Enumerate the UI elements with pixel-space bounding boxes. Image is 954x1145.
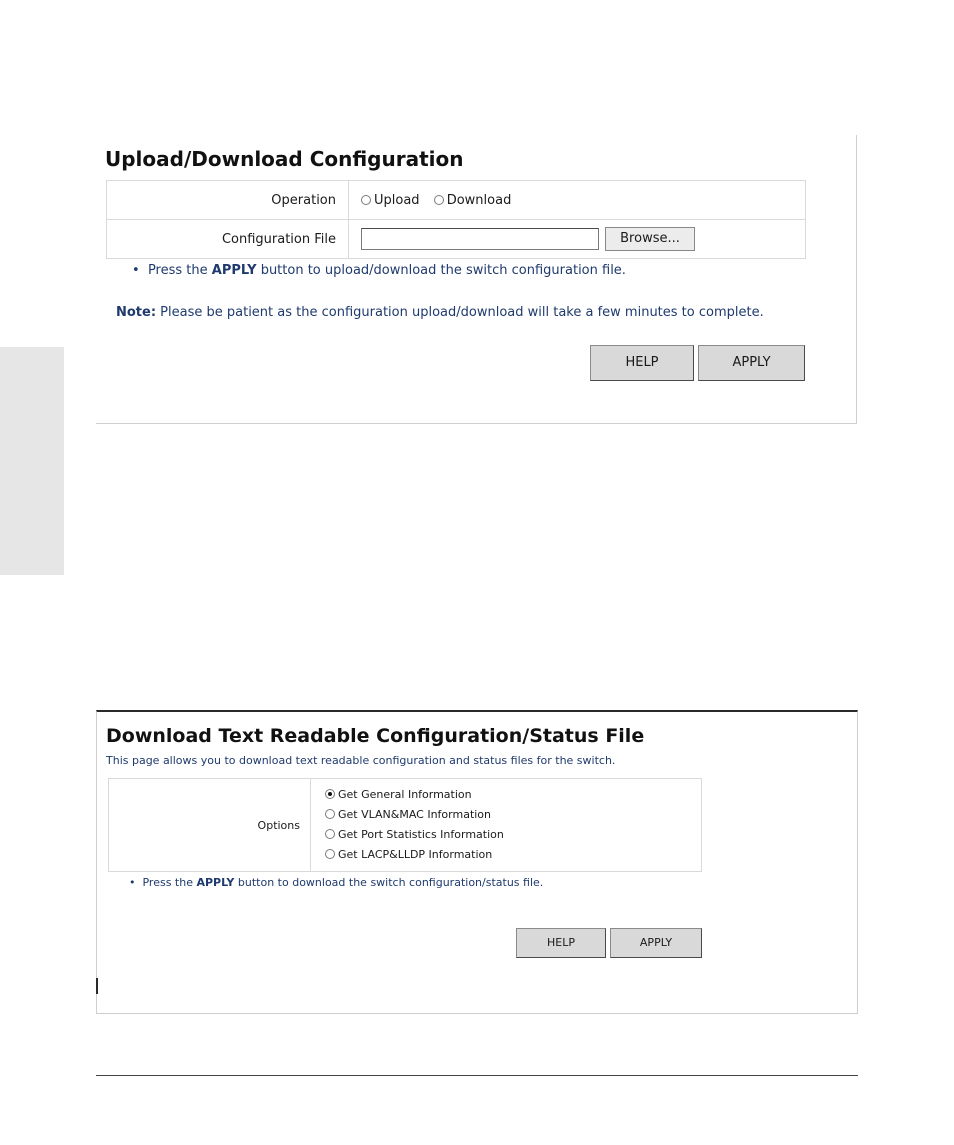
side-tab bbox=[0, 347, 64, 575]
lacp-lldp-radio[interactable] bbox=[325, 849, 335, 859]
options-list bbox=[311, 779, 702, 872]
page-title: Download Text Readable Configuration/Status File bbox=[106, 725, 645, 747]
apply-button[interactable]: APPLY bbox=[698, 345, 805, 381]
operation-label: Operation bbox=[107, 181, 349, 220]
apply-button[interactable]: APPLY bbox=[610, 928, 702, 958]
bullet-prefix: Press the bbox=[142, 876, 197, 889]
upload-radio[interactable] bbox=[361, 195, 371, 205]
options-label: Options bbox=[109, 779, 311, 872]
config-file-row bbox=[107, 220, 806, 259]
config-file-input[interactable] bbox=[361, 228, 599, 250]
download-text-panel bbox=[96, 710, 858, 1014]
download-radio-label: Download bbox=[446, 192, 512, 208]
option-lacp-lldp[interactable] bbox=[325, 845, 701, 865]
option-vlan-mac[interactable] bbox=[325, 805, 701, 825]
edge-mark bbox=[96, 978, 98, 994]
bullet-suffix: button to download the switch configuration/status file. bbox=[234, 876, 544, 889]
config-file-label: Configuration File bbox=[107, 220, 349, 259]
footer-rule bbox=[96, 1075, 858, 1076]
option-port-stats[interactable] bbox=[325, 825, 701, 845]
page-title: Upload/Download Configuration bbox=[105, 147, 464, 171]
option-general-label: Get General Information bbox=[338, 788, 472, 801]
browse-button[interactable]: Browse... bbox=[605, 227, 695, 251]
port-stats-radio[interactable] bbox=[325, 829, 335, 839]
bullet-bold: APPLY bbox=[211, 263, 257, 278]
help-button[interactable]: HELP bbox=[590, 345, 694, 381]
options-row bbox=[109, 779, 702, 872]
bullet-suffix: button to upload/download the switch configuration file. bbox=[256, 263, 626, 278]
bullet-prefix: Press the bbox=[147, 263, 212, 278]
page-description: This page allows you to download text readable configuration and status files for the switch. bbox=[106, 754, 616, 767]
bullet-bold: APPLY bbox=[196, 876, 235, 889]
options-table bbox=[108, 778, 702, 872]
option-lacp-lldp-label: Get LACP&LLDP Information bbox=[338, 848, 493, 861]
note-text: Please be patient as the configuration upload/download will take a few minutes to complete. bbox=[156, 305, 764, 320]
operation-options bbox=[349, 181, 806, 220]
option-general[interactable] bbox=[325, 785, 701, 805]
config-form-table bbox=[106, 180, 806, 259]
option-port-stats-label: Get Port Statistics Information bbox=[338, 828, 504, 841]
help-button[interactable]: HELP bbox=[516, 928, 606, 958]
general-radio[interactable] bbox=[325, 789, 335, 799]
patience-note bbox=[116, 305, 764, 320]
upload-radio-label: Upload bbox=[374, 192, 420, 208]
upload-download-panel bbox=[96, 135, 857, 424]
download-radio[interactable] bbox=[434, 195, 444, 205]
apply-instruction: • Press the APPLY button to download the switch configuration/status file. bbox=[129, 876, 544, 889]
config-file-controls bbox=[349, 220, 806, 259]
apply-instruction: • Press the APPLY button to upload/download the switch configuration file. bbox=[132, 263, 626, 278]
option-vlan-mac-label: Get VLAN&MAC Information bbox=[338, 808, 492, 821]
operation-row bbox=[107, 181, 806, 220]
vlan-mac-radio[interactable] bbox=[325, 809, 335, 819]
note-label: Note: bbox=[116, 305, 157, 320]
